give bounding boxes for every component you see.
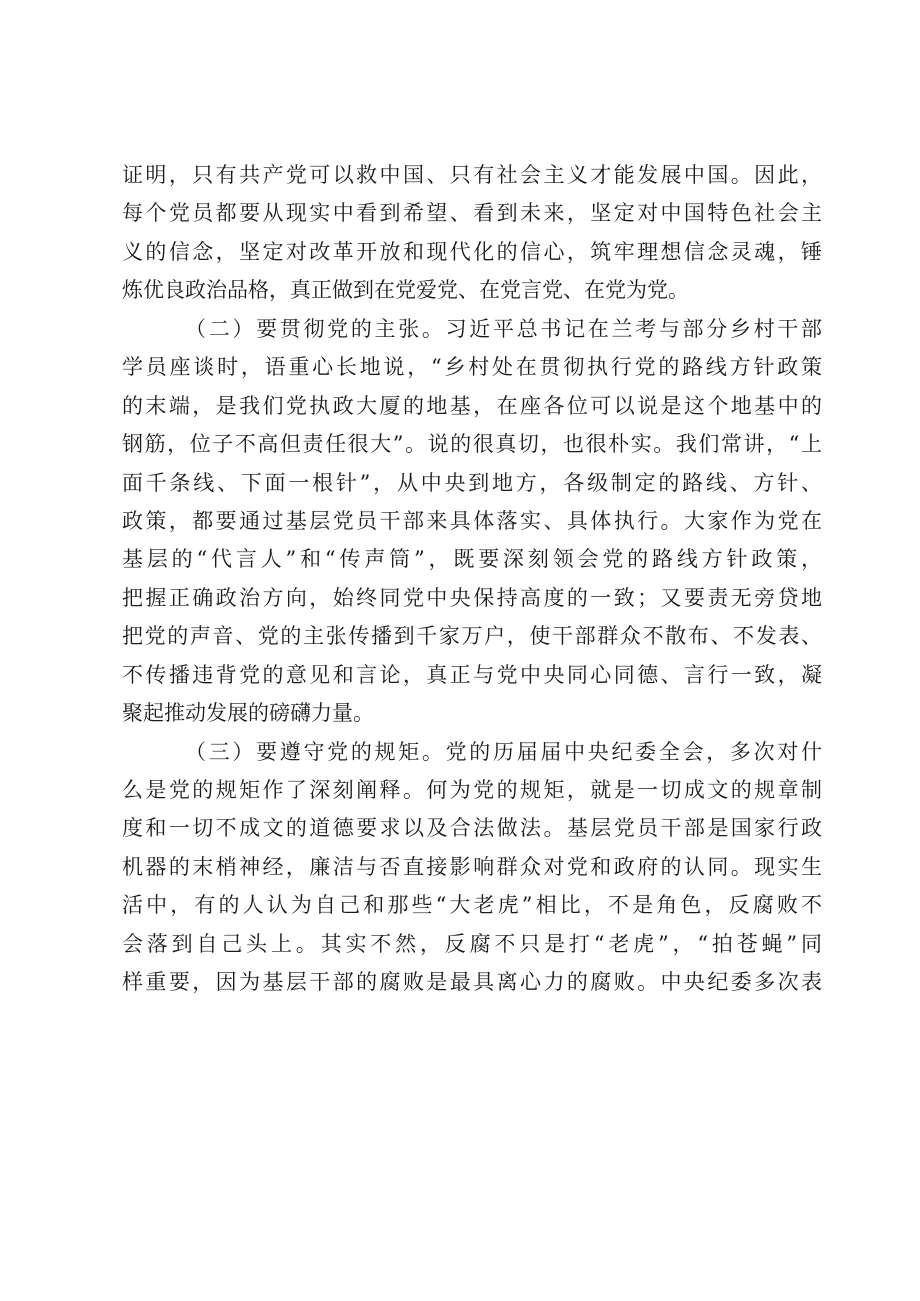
text-line: 把握正确政治方向，始终同党中央保持高度的一致；又要责无旁贷地 [122,585,822,610]
text-line: 活中，有的人认为自己和那些“大老虎”相比，不是角色，反腐败不 [122,893,822,918]
text-line: 的末端，是我们党执政大厦的地基，在座各位可以说是这个地基中的 [122,393,822,418]
text-line: 钢筋，位子不高但责任很大”。说的很真切，也很朴实。我们常讲，“上 [122,432,822,457]
text-line: 证明，只有共产党可以救中国、只有社会主义才能发展中国。因此， [122,163,822,187]
text-line: 炼优良政治品格，真正做到在党爱党、在党言党、在党为党。 [122,278,689,303]
text-line: 聚起推动发展的磅礴力量。 [122,701,374,726]
text-line: 每个党员都要从现实中看到希望、看到未来，坚定对中国特色社会主 [122,201,822,226]
text-line: 机器的末梢神经，廉洁与否直接影响群众对党和政府的认同。现实生 [122,854,822,879]
text-line: 么是党的规矩作了深刻阐释。何为党的规矩，就是一切成文的规章制 [122,778,822,802]
text-line: 不传播违背党的意见和言论，真正与党中央同心同德、言行一致，凝 [122,662,822,687]
text-line: 样重要，因为基层干部的腐败是最具离心力的腐败。中央纪委多次表 [122,970,822,995]
body-text [122,156,822,1002]
text-line: 会落到自己头上。其实不然，反腐不只是打“老虎”，“拍苍蝇”同 [122,931,822,956]
text-line: 面千条线、下面一根针”，从中央到地方，各级制定的路线、方针、 [122,470,822,495]
text-line: 把党的声音、党的主张传播到千家万户，使干部群众不散布、不发表、 [122,624,822,649]
text-line: 政策，都要通过基层党员干部来具体落实、具体执行。大家作为党在 [122,508,822,533]
text-line: 义的信念，坚定对改革开放和现代化的信心，筑牢理想信念灵魂，锤 [122,239,822,264]
paragraph-heading-line: （二）要贯彻党的主张。习近平总书记在兰考与部分乡村干部 [185,316,822,341]
text-line: 度和一切不成文的道德要求以及合法做法。基层党员干部是国家行政 [122,816,822,841]
text-line: 基层的“代言人”和“传声筒”，既要深刻领会党的路线方针政策， [122,547,822,572]
paragraph-heading-line: （三）要遵守党的规矩。党的历届届中央纪委全会，多次对什 [185,739,822,764]
text-line: 学员座谈时，语重心长地说，“乡村处在贯彻执行党的路线方针政策 [122,355,822,380]
